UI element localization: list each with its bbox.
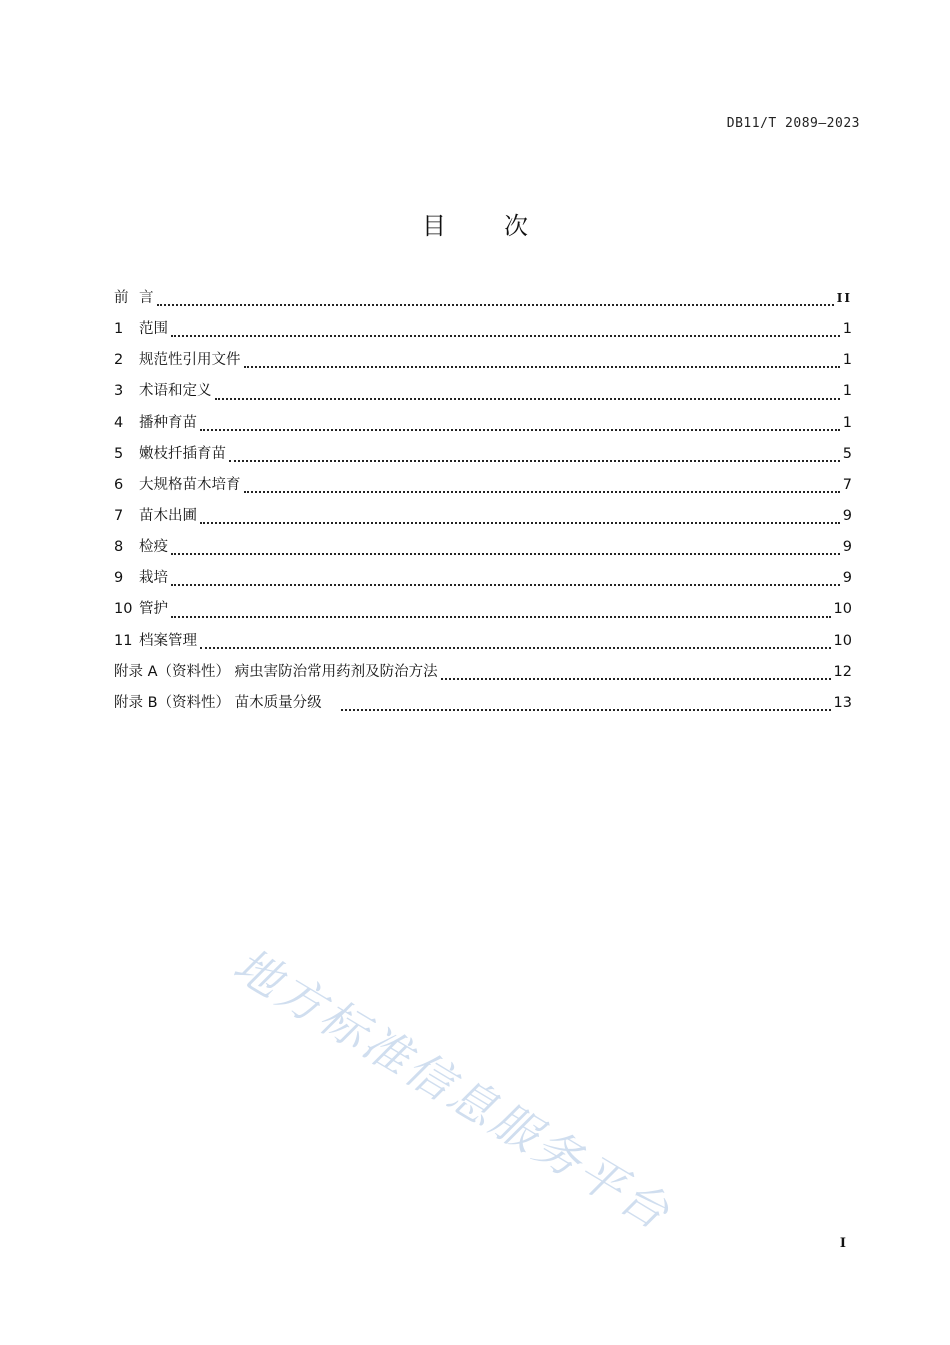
toc-entry-label: 苗木出圃 xyxy=(139,507,197,524)
toc-entry-appendix-b[interactable] xyxy=(114,691,852,722)
toc-entry-number: 11 xyxy=(114,632,133,649)
toc-entry-page: 1 xyxy=(842,383,852,400)
toc-entry-label: 大规格苗木培育 xyxy=(139,476,241,493)
toc-leader-dots xyxy=(171,584,840,586)
toc-entry-label: 检疫 xyxy=(139,539,168,556)
toc-entry-page: 7 xyxy=(842,476,852,493)
toc-entry-number: 6 xyxy=(114,476,124,493)
toc-entry-number: 10 xyxy=(114,601,133,618)
toc-entry-number: 1 xyxy=(114,321,124,338)
toc-entry-page: 10 xyxy=(833,601,852,618)
toc-leader-dots xyxy=(244,366,840,368)
toc-entry-number: 2 xyxy=(114,352,124,369)
toc-entry-foreword[interactable] xyxy=(114,286,852,317)
toc-entry-label: 术语和定义 xyxy=(139,383,212,400)
toc-leader-dots xyxy=(171,616,831,618)
toc-entry-label: 嫩枝扦插育苗 xyxy=(139,445,226,462)
document-code: DB11/T 2089—2023 xyxy=(726,116,860,131)
toc-entry-label: 范围 xyxy=(139,321,168,338)
toc-entry-page: 1 xyxy=(842,414,852,431)
toc-entry-number: 5 xyxy=(114,445,124,462)
page-number: I xyxy=(839,1236,846,1251)
toc-leader-dots xyxy=(244,491,840,493)
toc-leader-dots xyxy=(441,678,831,680)
toc-entry-label: （资料性） 苗木质量分级 xyxy=(157,694,322,711)
title-part-2: 次 xyxy=(504,212,528,240)
toc-entry[interactable] xyxy=(114,411,852,442)
toc-entry-label: 言 xyxy=(139,290,154,306)
toc-entry-number: 附录 B xyxy=(114,694,158,711)
toc-entry-appendix-a[interactable] xyxy=(114,660,852,691)
toc-entry-page: 9 xyxy=(842,539,852,556)
page-title xyxy=(0,206,950,241)
toc-entry-number: 附录 A xyxy=(114,663,158,680)
toc-leader-dots xyxy=(341,709,831,711)
table-of-contents xyxy=(114,286,852,722)
toc-entry-page: 13 xyxy=(833,694,852,711)
toc-entry[interactable] xyxy=(114,566,852,597)
toc-leader-dots xyxy=(229,460,840,462)
toc-entry-number: 前 xyxy=(114,290,129,306)
toc-leader-dots xyxy=(171,335,840,337)
toc-leader-dots xyxy=(215,398,840,400)
toc-entry-page: 1 xyxy=(842,352,852,369)
toc-entry-label: 档案管理 xyxy=(139,632,197,649)
toc-entry[interactable] xyxy=(114,535,852,566)
toc-entry[interactable] xyxy=(114,597,852,628)
toc-entry[interactable] xyxy=(114,504,852,535)
toc-entry[interactable] xyxy=(114,317,852,348)
toc-entry-page: 12 xyxy=(833,663,852,680)
toc-entry[interactable] xyxy=(114,629,852,660)
toc-entry-page: 10 xyxy=(833,632,852,649)
toc-entry-page: 9 xyxy=(842,570,852,587)
toc-entry[interactable] xyxy=(114,379,852,410)
toc-entry-label: 管护 xyxy=(139,601,168,618)
toc-entry-number: 8 xyxy=(114,539,124,556)
toc-entry-page: 5 xyxy=(842,445,852,462)
toc-entry[interactable] xyxy=(114,442,852,473)
toc-entry-label: 规范性引用文件 xyxy=(139,352,241,369)
toc-entry-label: 栽培 xyxy=(139,570,168,587)
toc-entry-number: 7 xyxy=(114,507,124,524)
toc-entry-number: 4 xyxy=(114,414,124,431)
toc-entry-page: 9 xyxy=(842,507,852,524)
toc-leader-dots xyxy=(200,522,840,524)
toc-leader-dots xyxy=(200,429,840,431)
toc-leader-dots xyxy=(171,553,840,555)
toc-entry-page: 1 xyxy=(842,321,852,338)
toc-leader-dots xyxy=(157,304,834,306)
toc-leader-dots xyxy=(200,647,831,649)
toc-entry-number: 9 xyxy=(114,570,124,587)
toc-entry[interactable] xyxy=(114,473,852,504)
toc-entry-page: II xyxy=(836,291,852,305)
title-part-1: 目 xyxy=(422,212,446,240)
toc-entry-label: （资料性） 病虫害防治常用药剂及防治方法 xyxy=(157,663,438,680)
watermark: 地方标准信息服务平台 xyxy=(224,937,681,1242)
toc-entry-number: 3 xyxy=(114,383,124,400)
toc-entry[interactable] xyxy=(114,348,852,379)
toc-entry-label: 播种育苗 xyxy=(139,414,197,431)
